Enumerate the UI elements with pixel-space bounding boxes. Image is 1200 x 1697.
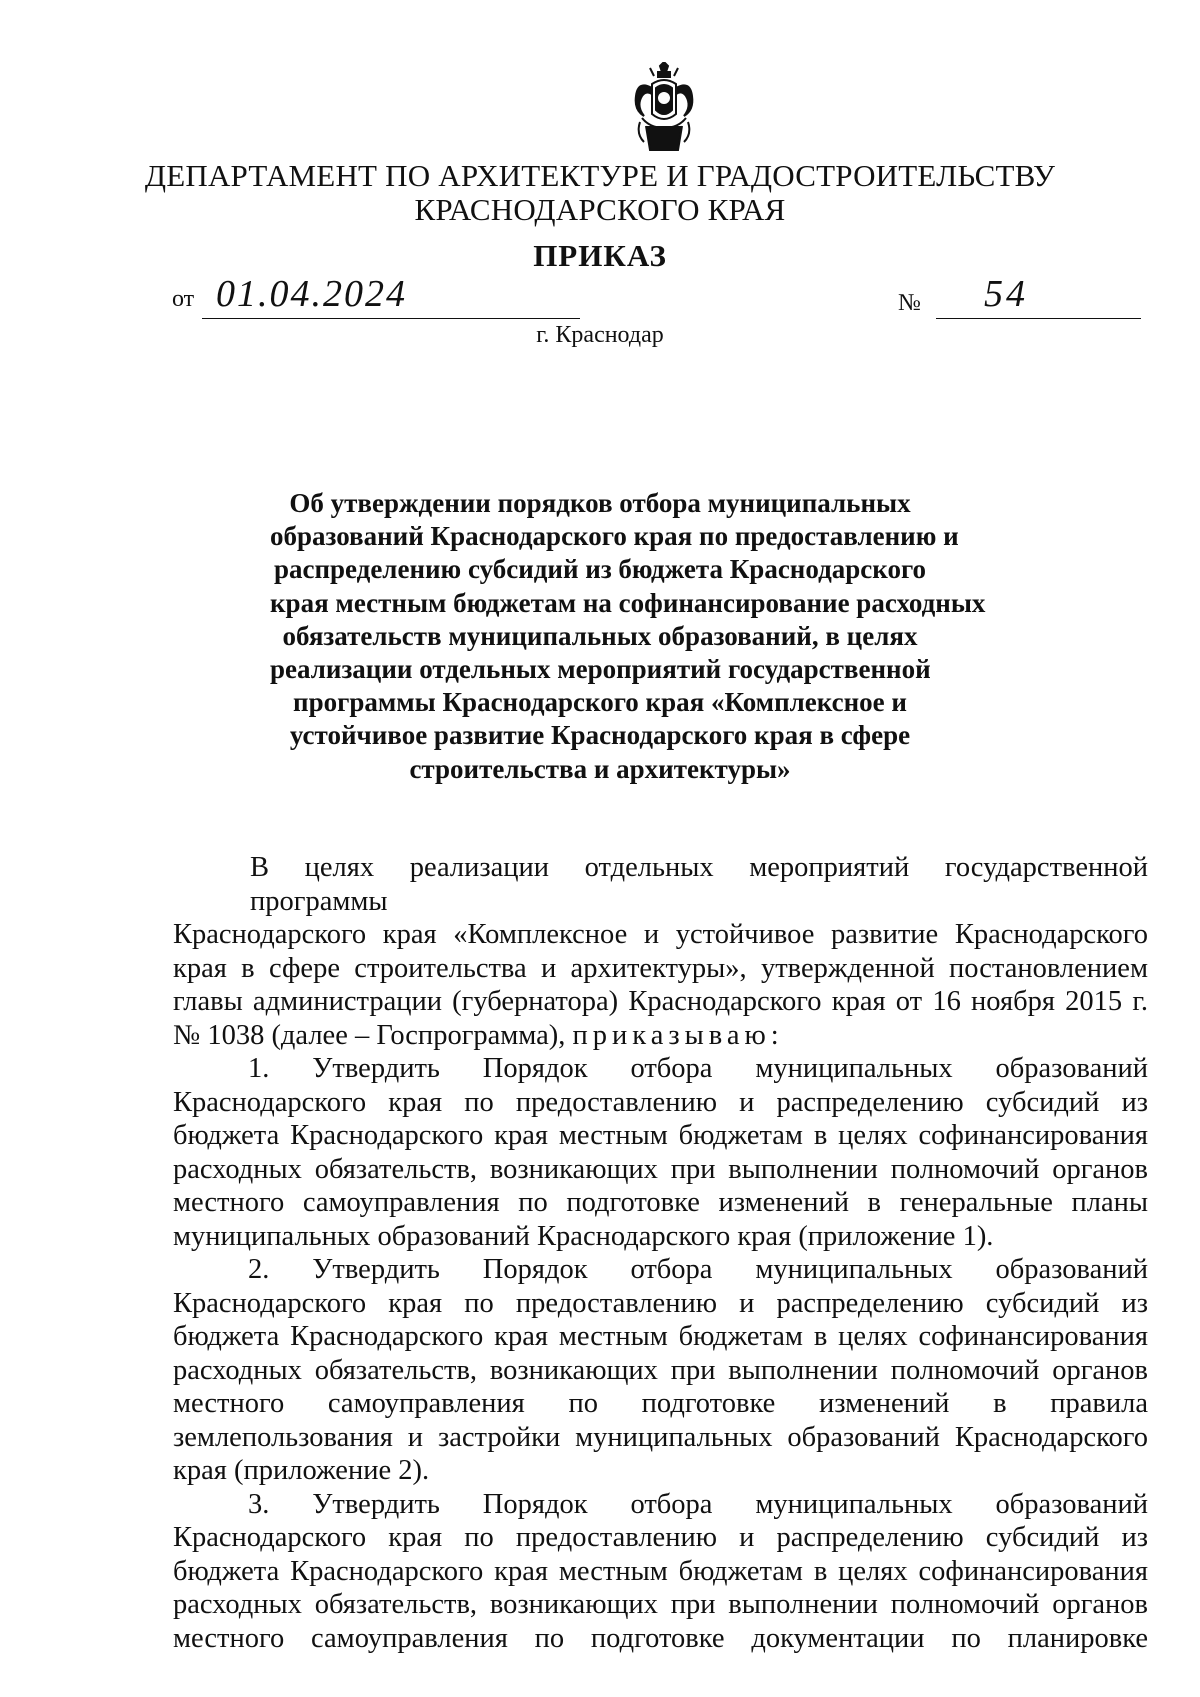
item-1-line: 1. Утвердить Порядок отбора муниципальных образований (248, 1053, 1148, 1084)
number-field (898, 273, 1028, 317)
document-type-title: ПРИКАЗ (533, 238, 667, 273)
item-3-line: расходных обязательств, возникающих при выполнении полномочий органов (173, 1589, 1148, 1620)
number-underline (936, 318, 1141, 319)
department-name-line1: ДЕПАРТАМЕНТ ПО АРХИТЕКТУРЕ И ГРАДОСТРОИТЕЛЬСТВУ (144, 158, 1056, 193)
number-handwritten-value: 54 (984, 273, 1028, 315)
subject-line: реализации отдельных мероприятий государственной (270, 654, 931, 685)
item-1-line: муниципальных образований Краснодарского края (приложение 1). (173, 1220, 994, 1252)
item-2-line: Краснодарского края по предоставлению и распределению субсидий из (173, 1287, 1148, 1319)
item-3-line: местного самоуправления по подготовке документации по планировке (173, 1622, 1148, 1654)
document-body (173, 851, 1148, 1655)
item-2-line: расходных обязательств, возникающих при выполнении полномочий органов (173, 1354, 1148, 1386)
preamble-last: № 1038 (далее – Госпрограмма), (173, 1019, 566, 1051)
body-line: края в сфере строительства и архитектуры», утвержденной постановлением (173, 952, 1148, 984)
item-2-line: местного самоуправления по подготовке изменений в правила (173, 1388, 1148, 1419)
subject-line: строительства и архитектуры» (409, 753, 791, 784)
item-3-line: бюджета Краснодарского края местным бюджетам в целях софинансирования (173, 1555, 1148, 1587)
item-1-line: местного самоуправления по подготовке изменений в генеральные планы (173, 1187, 1148, 1218)
date-field (172, 273, 407, 315)
department-name-line2: КРАСНОДАРСКОГО КРАЯ (414, 192, 786, 227)
subject-line: обязательств муниципальных образований, в целях (282, 620, 918, 651)
item-3-line: Краснодарского края по предоставлению и распределению субсидий из (173, 1522, 1148, 1553)
city-name: г. Краснодар (536, 322, 664, 348)
command-word: приказываю: (572, 1019, 784, 1051)
subject-line: образований Краснодарского края по предоставлению и (270, 521, 959, 552)
body-line: Краснодарского края «Комплексное и устойчивое развитие Краснодарского (173, 919, 1148, 950)
date-underline (202, 318, 580, 319)
item-2-line: 2. Утвердить Порядок отбора муниципальных образований (248, 1254, 1148, 1285)
number-prefix: № (898, 290, 921, 316)
date-handwritten-value: 01.04.2024 (216, 273, 407, 315)
document-subject (270, 487, 986, 786)
date-prefix: от (172, 286, 195, 312)
subject-line: Об утверждении порядков отбора муниципальных (289, 488, 911, 518)
item-3-line: 3. Утвердить Порядок отбора муниципальных образований (248, 1488, 1148, 1520)
item-1-line: бюджета Краснодарского края местным бюджетам в целях софинансирования (173, 1120, 1148, 1151)
item-1-line: Краснодарского края по предоставлению и распределению субсидий из (173, 1086, 1148, 1118)
item-2-line: края (приложение 2). (173, 1455, 430, 1486)
body-line: В целях реализации отдельных мероприятий государственной программы (250, 852, 1148, 917)
subject-line: края местным бюджетам на софинансирование расходных (270, 587, 986, 618)
item-2-line: землепользования и застройки муниципальных образований Краснодарского (173, 1421, 1148, 1453)
subject-line: программы Краснодарского края «Комплексное и (293, 687, 907, 718)
body-line (173, 1019, 1148, 1053)
subject-line: устойчивое развитие Краснодарского края в сфере (289, 720, 911, 751)
item-2-line: бюджета Краснодарского края местным бюджетам в целях софинансирования (173, 1321, 1148, 1352)
body-line: главы администрации (губернатора) Краснодарского края от 16 ноября 2015 г. (173, 986, 1148, 1017)
coat-of-arms-emblem (630, 62, 698, 156)
item-1-line: расходных обязательств, возникающих при выполнении полномочий органов (173, 1153, 1148, 1185)
subject-line: распределению субсидий из бюджета Краснодарского (273, 554, 927, 585)
